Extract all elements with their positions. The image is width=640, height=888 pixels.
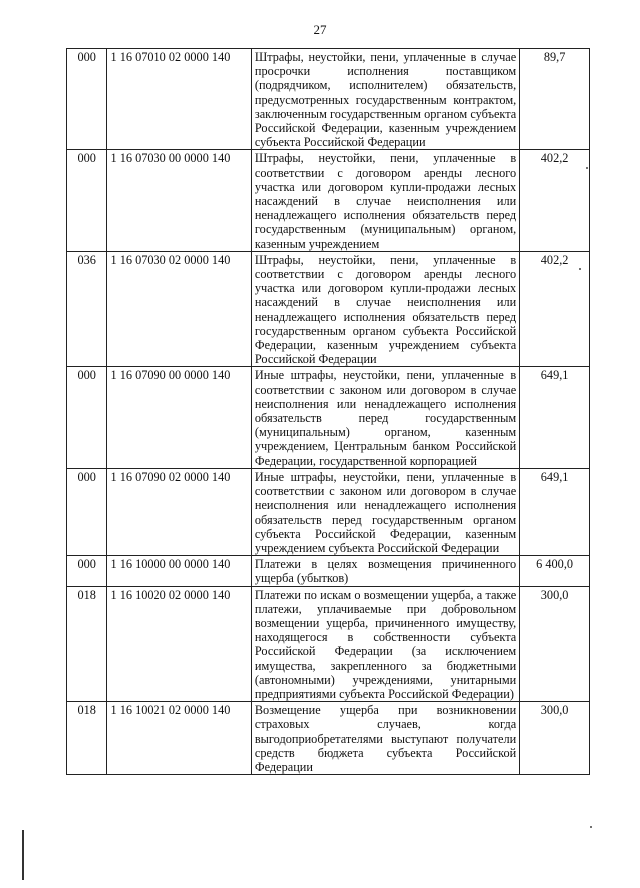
table-row: [67, 49, 590, 150]
amount-cell: 300,0: [520, 586, 590, 702]
scan-speck: [590, 826, 592, 828]
budget-classification-code-cell: 1 16 07010 02 0000 140: [107, 49, 251, 150]
table-row: [67, 367, 590, 468]
amount-cell: 649,1: [520, 367, 590, 468]
budget-classification-code-cell: 1 16 07030 00 0000 140: [107, 150, 251, 251]
revenue-name-cell: Штрафы, неустойки, пени, уплаченные в соответствии с договором аренды лесного участка или договором купли-продажи лесных насаждений в случае неисполнения или ненадлежащего исполнения обязательств перед государственным (муниципальным) органом, казенным учреждением: [251, 150, 519, 251]
admin-code-cell: 036: [67, 251, 107, 367]
admin-code-cell: 000: [67, 468, 107, 555]
table-row: [67, 251, 590, 367]
scan-margin-mark: [22, 830, 24, 880]
budget-classification-code-cell: 1 16 07090 02 0000 140: [107, 468, 251, 555]
amount-cell: 402,2: [520, 150, 590, 251]
table-row: [67, 556, 590, 586]
admin-code-cell: 000: [67, 556, 107, 586]
budget-classification-code-cell: 1 16 07030 02 0000 140: [107, 251, 251, 367]
revenue-name-cell: Возмещение ущерба при возникновении страховых случаев, когда выгодоприобретателями выступают получатели средств бюджета субъекта Российской Федерации: [251, 702, 519, 775]
revenue-name-cell: Платежи по искам о возмещении ущерба, а также платежи, уплачиваемые при добровольном возмещении ущерба, причиненного имуществу, находящегося в собственности субъекта Российской Федерации (за исключением имущества, закрепленного за бюджетными (автономными) учреждениями, унитарными предприятиями субъекта Российской Федерации): [251, 586, 519, 702]
page-number: 27: [313, 22, 327, 37]
budget-classification-code-cell: 1 16 10000 00 0000 140: [107, 556, 251, 586]
admin-code-cell: 018: [67, 702, 107, 775]
table-row: [67, 468, 590, 555]
admin-code-cell: 018: [67, 586, 107, 702]
admin-code-cell: 000: [67, 367, 107, 468]
table-row: [67, 702, 590, 775]
amount-cell: 300,0: [520, 702, 590, 775]
budget-classification-code-cell: 1 16 10020 02 0000 140: [107, 586, 251, 702]
amount-cell: 89,7: [520, 49, 590, 150]
admin-code-cell: 000: [67, 49, 107, 150]
budget-classification-code-cell: 1 16 07090 00 0000 140: [107, 367, 251, 468]
amount-cell: 402,2: [520, 251, 590, 367]
budget-revenue-table: [66, 48, 590, 775]
revenue-name-cell: Штрафы, неустойки, пени, уплаченные в соответствии с договором аренды лесного участка или договором купли-продажи лесных насаждений в случае неисполнения или ненадлежащего исполнения обязательств перед государственным органом субъекта Российской Федерации, казенным учреждением субъекта Российской Федерации: [251, 251, 519, 367]
table-row: [67, 150, 590, 251]
revenue-name-cell: Штрафы, неустойки, пени, уплаченные в случае просрочки исполнения поставщиком (подрядчиком, исполнителем) обязательств, предусмотренных государственным контрактом, заключенным государственным органом субъекта Российской Федерации, казенным учреждением субъекта Российской Федерации: [251, 49, 519, 150]
amount-cell: 649,1: [520, 468, 590, 555]
amount-cell: 6 400,0: [520, 556, 590, 586]
revenue-name-cell: Платежи в целях возмещения причиненного ущерба (убытков): [251, 556, 519, 586]
scan-speck: [586, 167, 588, 169]
budget-classification-code-cell: 1 16 10021 02 0000 140: [107, 702, 251, 775]
table-row: [67, 586, 590, 702]
revenue-name-cell: Иные штрафы, неустойки, пени, уплаченные в соответствии с законом или договором в случае неисполнения или ненадлежащего исполнения обязательств перед государственным органом субъекта Российской Федерации, казенным учреждением субъекта Российской Федерации: [251, 468, 519, 555]
scan-speck: [579, 268, 581, 270]
revenue-name-cell: Иные штрафы, неустойки, пени, уплаченные в соответствии с законом или договором в случае неисполнения или ненадлежащего исполнения обязательств перед государственным (муниципальным) органом, казенным учреждением, Центральным банком Российской Федерации, государственной корпорацией: [251, 367, 519, 468]
admin-code-cell: 000: [67, 150, 107, 251]
